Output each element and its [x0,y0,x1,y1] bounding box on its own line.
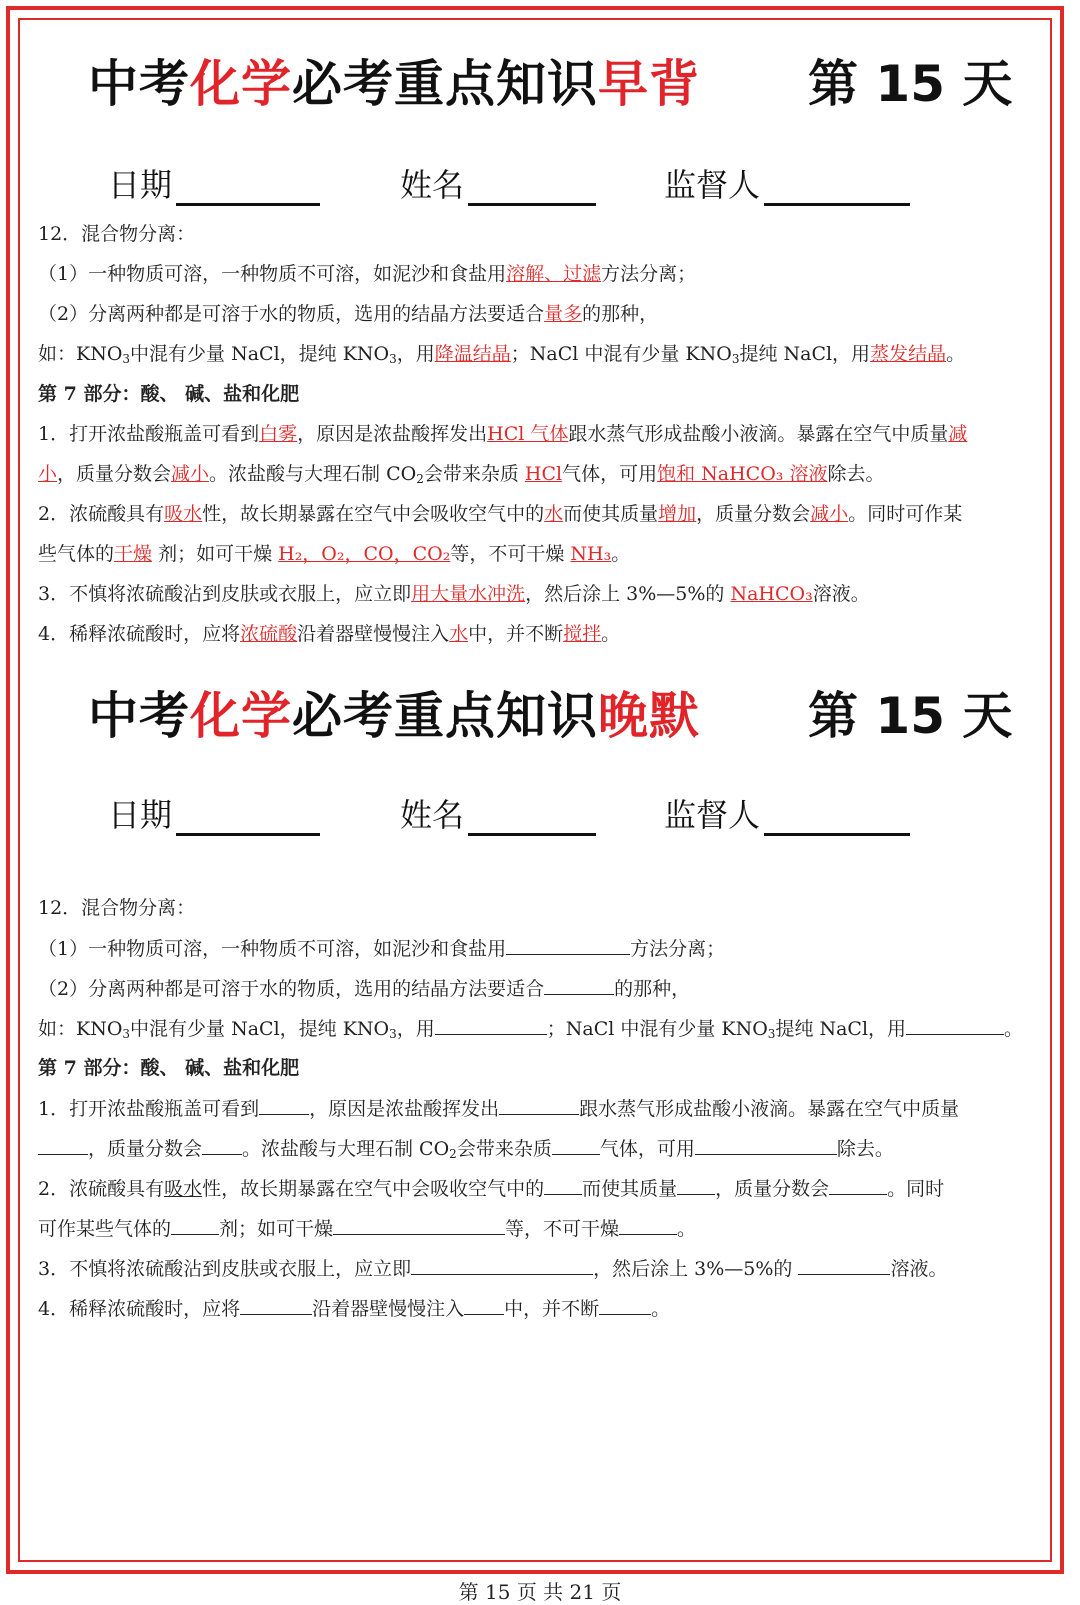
name-field[interactable] [400,790,596,836]
text: 除去。 [827,463,885,485]
answer: 浓硫酸 [240,623,298,645]
text-line [38,1136,894,1161]
date-label: 日期 [108,166,173,204]
text: 2．浓硫酸具有 [38,1178,165,1200]
date-blank[interactable] [176,173,320,206]
supervisor-blank[interactable] [764,173,910,206]
subscript: 3 [731,352,740,366]
name-blank[interactable] [468,173,596,206]
name-label: 姓名 [400,796,465,834]
answer: H₂，O₂，CO，CO₂ [278,543,451,565]
text: 可作某些气体的 [38,1218,172,1240]
answer: 减 [948,423,968,445]
text: ，原因是浓盐酸挥发出 [297,423,488,445]
answer-blank[interactable] [552,1136,600,1155]
text: ，用 [396,343,435,365]
title-highlight: 化学 [190,55,292,113]
text: （1）一种物质可溶，一种物质不可溶，如泥沙和食盐用 [38,938,507,960]
answer-blank[interactable] [435,1016,547,1035]
subscript: 3 [389,1027,397,1041]
printed-answer: 吸水 [164,1178,203,1200]
text-line [38,1216,696,1241]
text: 1．打开浓盐酸瓶盖可看到 [38,1098,260,1120]
text: 会带来杂质 [423,463,519,485]
text: ，然后涂上 3%—5%的 [525,583,731,605]
answer-blank[interactable] [171,1216,219,1235]
text: ，原因是浓盐酸挥发出 [309,1098,500,1120]
text-line [38,976,690,1001]
text: 剂；如可干燥 [219,1218,334,1240]
text: 除去。 [836,1138,894,1160]
answer: 减小 [171,463,210,485]
text: 3．不慎将浓硫酸沾到皮肤或衣服上，应立即 [38,583,412,605]
answer-blank[interactable] [506,936,630,955]
text-line [38,1256,947,1281]
answer: 溶解、过滤 [506,263,602,285]
text-line [38,422,967,446]
text-line [38,262,696,286]
answer: HCl [524,463,563,485]
text-line [38,1296,670,1321]
text: 而使其质量 [582,1178,678,1200]
supervisor-field[interactable] [664,160,910,206]
answer-blank[interactable] [240,1296,312,1315]
supervisor-label: 监督人 [664,796,761,834]
text: 中，并不断 [504,1298,600,1320]
morning-day: 第 15 天 [808,55,1013,113]
text: 。 [677,1218,697,1240]
text-line [38,936,725,961]
answer-blank[interactable] [544,976,614,995]
text: （2）分离两种都是可溶于水的物质，选用的结晶方法要适合 [38,978,545,1000]
answer-blank[interactable] [202,1136,242,1155]
title-part: 必考重点知识 [292,687,598,745]
answer: 干燥 [114,543,153,565]
section-12-heading: 12．混合物分离： [38,223,196,245]
answer: 减小 [810,503,849,525]
text: ，质量分数会 [696,503,811,525]
name-field[interactable] [400,160,596,206]
answer-blank[interactable] [695,1136,837,1155]
subscript: 3 [122,1027,131,1041]
title-part: 中考 [88,55,190,113]
answer-blank[interactable] [544,1176,582,1195]
text: 。同时可作某 [848,503,963,525]
text-line [38,1176,944,1201]
text: 沿着器壁慢慢注入 [312,1298,465,1320]
text-line [38,622,620,646]
text: ；NaCl 中混有少量 KNO [510,343,732,365]
answer: HCl 气体 [487,423,569,445]
evening-day: 第 15 天 [808,687,1013,745]
title-part: 中考 [88,687,190,745]
answer: 蒸发结晶 [870,343,947,365]
answer-blank[interactable] [798,1256,890,1275]
subscript: 3 [389,352,397,366]
title-part: 必考重点知识 [292,55,598,113]
name-label: 姓名 [400,166,465,204]
text: ，质量分数会 [88,1138,203,1160]
answer-blank[interactable] [677,1176,715,1195]
text: 溶液。 [890,1258,948,1280]
answer: 用大量水冲洗 [411,583,526,605]
text: （2）分离两种都是可溶于水的物质，选用的结晶方法要适合 [38,303,545,325]
answer-blank[interactable] [619,1216,677,1235]
text: 沿着器壁慢慢注入 [297,623,450,645]
name-blank[interactable] [468,803,596,836]
text: 性，故长期暴露在空气中会吸收空气中的 [202,503,545,525]
text: 3．不慎将浓硫酸沾到皮肤或衣服上，应立即 [38,1258,412,1280]
text: ，质量分数会 [715,1178,830,1200]
subscript: 2 [449,1147,457,1161]
text: 溶液。 [812,583,870,605]
supervisor-field[interactable] [664,790,910,836]
answer: NaHCO₃ [730,583,813,605]
text: 提纯 NaCl，用 [775,1018,907,1040]
text: 中混有少量 NaCl，提纯 KNO [130,343,390,365]
text: 的那种， [614,978,691,1000]
text-line [38,542,630,566]
subscript: 2 [416,472,424,486]
part-7-heading: 第 7 部分：酸、 碱、盐和化肥 [38,1057,300,1079]
text: 提纯 NaCl，用 [739,343,871,365]
answer-blank[interactable] [599,1296,651,1315]
answer: 白雾 [259,423,298,445]
text: 气体，可用 [599,1138,695,1160]
supervisor-blank[interactable] [764,803,910,836]
text: 4．稀释浓硫酸时，应将 [38,1298,241,1320]
text: 4．稀释浓硫酸时，应将 [38,623,241,645]
answer: 搅拌 [563,623,602,645]
text: （1）一种物质可溶，一种物质不可溶，如泥沙和食盐用 [38,263,507,285]
answer: 小 [38,463,58,485]
date-blank[interactable] [176,803,320,836]
text: 的那种， [582,303,659,325]
text: 跟水蒸气形成盐酸小液滴。暴露在空气中质量 [568,423,949,445]
text: 跟水蒸气形成盐酸小液滴。暴露在空气中质量 [579,1098,960,1120]
answer-blank[interactable] [333,1216,505,1235]
answer: 饱和 NaHCO₃ 溶液 [657,463,828,485]
answer-blank[interactable] [259,1096,309,1115]
text: ，然后涂上 3%—5%的 [593,1258,799,1280]
title-highlight: 早背 [598,55,700,113]
text: 。 [651,1298,671,1320]
answer: 量多 [544,303,583,325]
date-field[interactable] [108,160,320,206]
text: 性，故长期暴露在空气中会吸收空气中的 [202,1178,545,1200]
answer: NH₃ [570,543,612,565]
subscript: 3 [767,1027,776,1041]
section-12-heading: 12．混合物分离： [38,897,196,919]
answer-blank[interactable] [38,1136,88,1155]
answer: 水 [449,623,469,645]
text-line [38,342,965,366]
text-line [38,1016,1023,1041]
answer-blank[interactable] [464,1296,504,1315]
text: 些气体的 [38,543,115,565]
supervisor-label: 监督人 [664,166,761,204]
text: 。 [601,623,621,645]
title-highlight: 化学 [190,687,292,745]
text: 方法分离； [630,938,726,960]
answer-blank[interactable] [829,1176,887,1195]
text-line [38,502,962,526]
text: 如：KNO [38,1018,123,1040]
text: ，用 [396,1018,435,1040]
text: 。浓盐酸与大理石制 CO [209,463,417,485]
morning-title [88,44,700,116]
text: 。 [946,343,966,365]
text-line [38,1096,959,1121]
text-line [38,582,870,606]
page-footer: 第 15 页 共 21 页 [458,1580,622,1604]
text-line [38,302,658,326]
text: 气体，可用 [562,463,658,485]
answer-blank[interactable] [499,1096,579,1115]
text: 。 [1004,1018,1024,1040]
text: 中，并不断 [468,623,564,645]
text: 会带来杂质 [456,1138,552,1160]
text-line [38,462,884,486]
answer-blank[interactable] [411,1256,593,1275]
text: 。浓盐酸与大理石制 CO [242,1138,450,1160]
answer: 增加 [658,503,697,525]
text: 等，不可干燥 [505,1218,620,1240]
text: ；NaCl 中混有少量 KNO [546,1018,768,1040]
text: 1．打开浓盐酸瓶盖可看到 [38,423,260,445]
evening-title [88,676,700,748]
answer-blank[interactable] [906,1016,1004,1035]
title-highlight: 晚默 [598,687,700,745]
text: 2．浓硫酸具有 [38,503,165,525]
answer: 水 [544,503,564,525]
text: 。 [611,543,631,565]
subscript: 3 [122,352,131,366]
text: 。同时 [887,1178,945,1200]
text: 剂；如可干燥 [152,543,279,565]
text: 方法分离； [601,263,697,285]
text: 等，不可干燥 [450,543,571,565]
part-7-heading: 第 7 部分：酸、 碱、盐和化肥 [38,383,300,405]
date-label: 日期 [108,796,173,834]
text: 中混有少量 NaCl，提纯 KNO [130,1018,390,1040]
text: ，质量分数会 [57,463,172,485]
answer: 降温结晶 [434,343,511,365]
date-field[interactable] [108,790,320,836]
answer: 吸水 [164,503,203,525]
text: 如：KNO [38,343,123,365]
text: 而使其质量 [563,503,659,525]
